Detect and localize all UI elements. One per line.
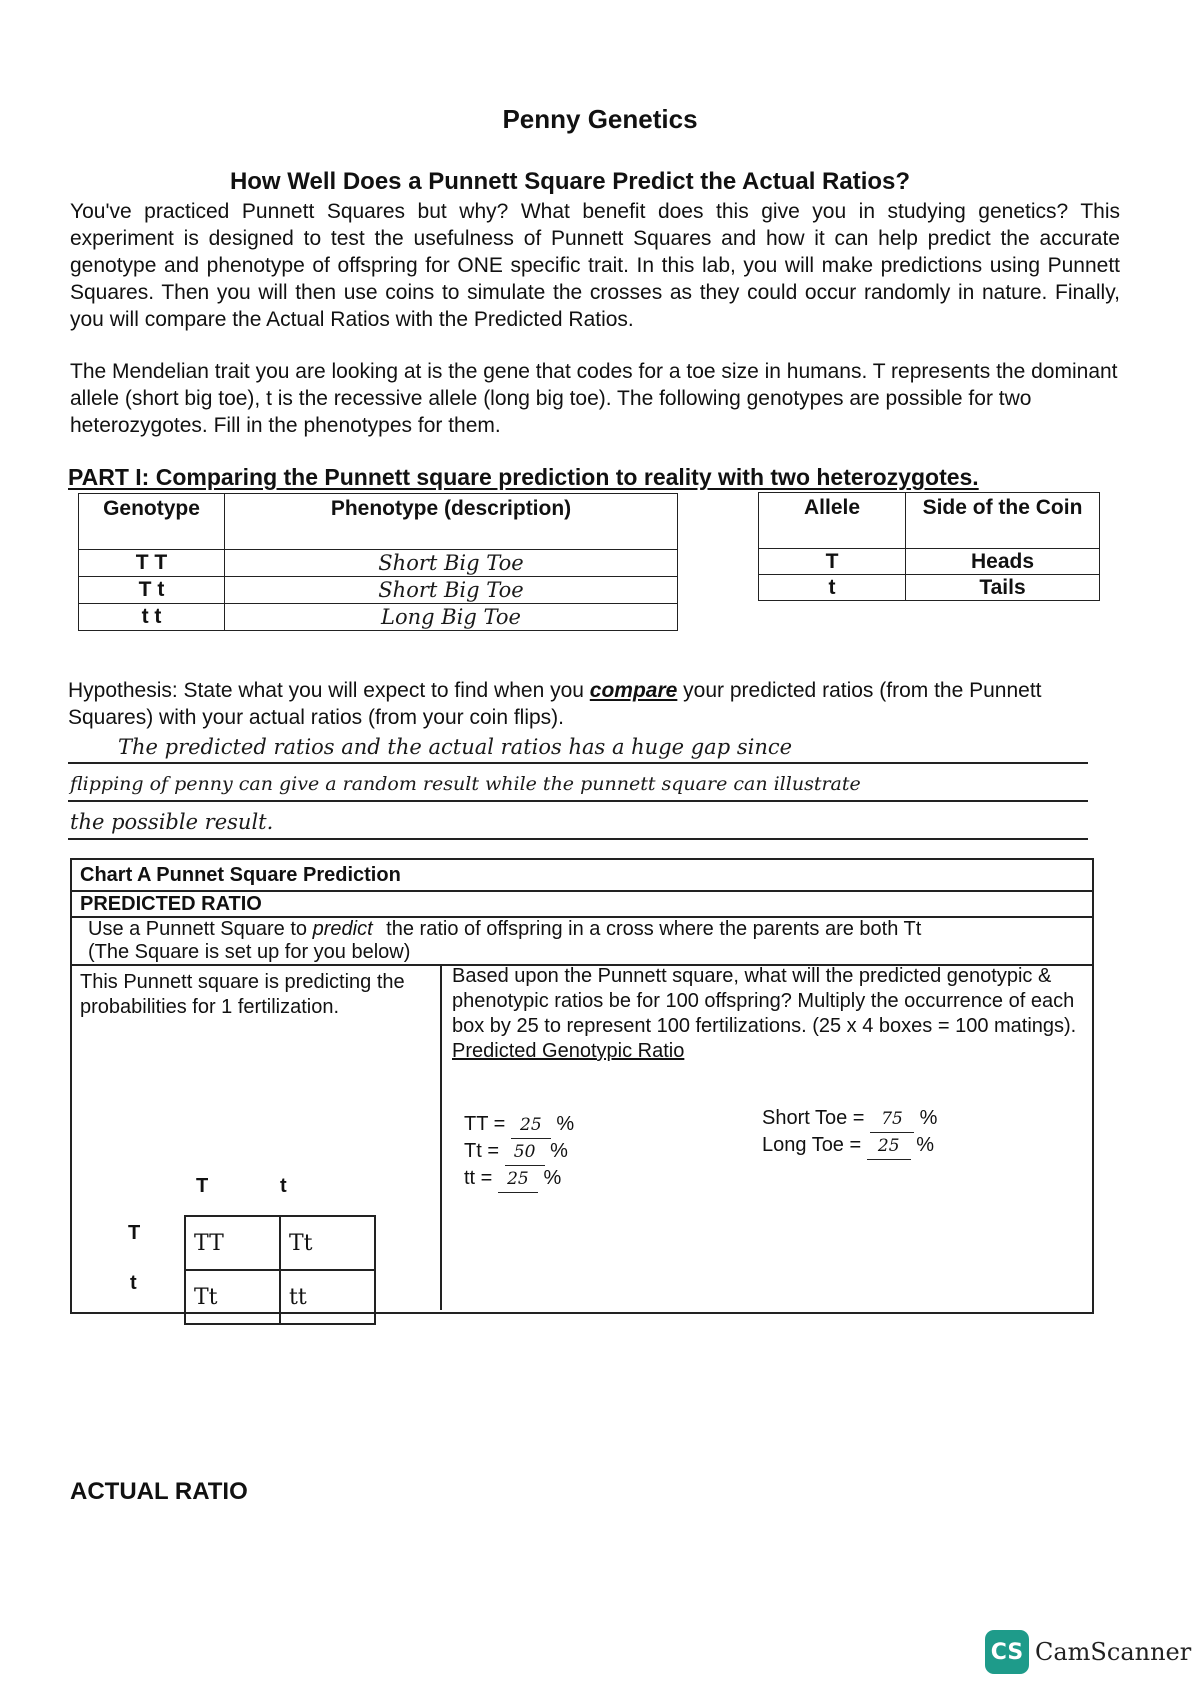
intro-paragraph-1: You've practiced Punnett Squares but why? What benefit does this give you in studying genetics? This experiment is designed to test the usefulness of Punnett Squares and how it can help predict the accurate genotype and phenotype of offspring for ONE specific trait. In this lab, you will make predictions using Punnett Squares. Then you will then use coins to simulate the crosses as they could occur randomly in nature. Finally, you will compare the Actual Ratios with the Predicted Ratios.: [70, 200, 1120, 331]
coin-side-header: Side of the Coin: [906, 493, 1100, 549]
hypothesis-prompt: Hypothesis: State what you will expect to find when you compare your predicted ratios (from the Punnett Squares) with your actual ratios (from your coin flips).: [68, 679, 1042, 729]
punnett-cell[interactable]: tt: [280, 1270, 375, 1324]
chart-divider: [440, 966, 442, 1310]
predicted-ratio-row: [72, 892, 1092, 918]
allele-header: Allele: [759, 493, 906, 549]
genotype-cell: T t: [79, 577, 225, 604]
actual-ratio-heading: ACTUAL RATIO: [70, 1478, 248, 1505]
answer-rule: [68, 762, 1088, 764]
table-row: [79, 550, 678, 577]
ratio-long-toe: Long Toe = 25 %: [762, 1133, 937, 1160]
punnett-cell[interactable]: Tt: [280, 1216, 375, 1270]
ratio-tt: tt = 25 %: [464, 1166, 574, 1193]
phenotype-answer[interactable]: Long Big Toe: [225, 604, 678, 631]
camscanner-watermark: [985, 1630, 1191, 1674]
intro-paragraph-2: The Mendelian trait you are looking at is the gene that codes for a toe size in humans. T represents the dominant allele (short big toe), t is the recessive allele (long big toe). The following genotypes are possible for two heterozygotes. Fill in the phenotypes for them.: [70, 360, 1118, 437]
allele-cell: t: [759, 575, 906, 601]
genotype-header: Genotype: [79, 494, 225, 550]
ratio-short-toe: Short Toe = 75 %: [762, 1106, 937, 1133]
phenotype-answer[interactable]: Short Big Toe: [225, 550, 678, 577]
page-subtitle: How Well Does a Punnett Square Predict the Actual Ratios?: [229, 168, 911, 195]
genotypic-ratios: [464, 1112, 574, 1193]
ratio-instructions: Based upon the Punnett square, what will the predicted genotypic & phenotypic ratios be for 100 offspring? Multiply the occurrence of each box by 25 to represent 100 fertilizations. (25 x 4 boxes = 100 matings). Predicted Genotypic Ratio: [452, 965, 1077, 1062]
table-row: [759, 575, 1100, 601]
coin-side-cell: Heads: [906, 549, 1100, 575]
genotype-cell: T T: [79, 550, 225, 577]
hypothesis-answer-line-2[interactable]: flipping of penny can give a random result while the punnett square can illustrate: [70, 773, 861, 795]
answer-rule: [68, 838, 1088, 840]
chart-a-title: Chart A Punnet Square Prediction: [80, 864, 401, 886]
punnett-top-allele: T: [196, 1175, 209, 1197]
instruction-row: [72, 918, 1092, 966]
ratio-blank[interactable]: 25: [511, 1113, 551, 1139]
punnett-cell[interactable]: Tt: [185, 1270, 280, 1324]
part1-heading: PART I: Comparing the Punnett square prediction to reality with two heterozygotes.: [68, 464, 979, 490]
ratio-blank[interactable]: 25: [867, 1134, 911, 1160]
phenotypic-ratios: [762, 1106, 937, 1160]
fertilization-note: This Punnett square is predicting the probabilities for 1 fertilization.: [80, 971, 405, 1018]
phenotype-answer[interactable]: Short Big Toe: [225, 577, 678, 604]
ratio-Tt: Tt = 50 %: [464, 1139, 574, 1166]
hypothesis-answer-line-1[interactable]: The predicted ratios and the actual ratios has a huge gap since: [118, 735, 793, 759]
camscanner-logo-icon: CS: [985, 1630, 1029, 1674]
punnett-cell[interactable]: TT: [185, 1216, 280, 1270]
instruction-text: Use a Punnett Square to predict the ratio of offspring in a cross where the parents are both Tt (The Square is set up for you below): [88, 918, 922, 963]
answer-rule: [68, 800, 1088, 802]
genotypic-ratio-heading: Predicted Genotypic Ratio: [452, 1040, 685, 1062]
punnett-top-allele: t: [280, 1175, 287, 1197]
genotype-table: [78, 493, 678, 631]
ratio-blank[interactable]: 50: [505, 1140, 545, 1166]
camscanner-text: CamScanner: [1035, 1638, 1192, 1666]
chart-a-title-row: [72, 860, 1092, 892]
punnett-square: [184, 1215, 376, 1325]
phenotype-header: Phenotype (description): [225, 494, 678, 550]
chart-a-box: [70, 858, 1094, 1314]
page-title: Penny Genetics: [502, 104, 698, 134]
ratio-blank[interactable]: 25: [498, 1167, 538, 1193]
table-row: [79, 604, 678, 631]
coin-side-cell: Tails: [906, 575, 1100, 601]
hypothesis-answer-line-3[interactable]: the possible result.: [70, 810, 274, 834]
punnett-side-allele: t: [130, 1272, 137, 1294]
genotype-cell: t t: [79, 604, 225, 631]
table-row: [79, 577, 678, 604]
table-row: [759, 549, 1100, 575]
allele-table: [758, 492, 1100, 601]
ratio-blank[interactable]: 75: [870, 1107, 914, 1133]
ratio-TT: TT = 25 %: [464, 1112, 574, 1139]
allele-cell: T: [759, 549, 906, 575]
punnett-side-allele: T: [128, 1222, 141, 1244]
predicted-ratio-label: PREDICTED RATIO: [80, 893, 262, 915]
